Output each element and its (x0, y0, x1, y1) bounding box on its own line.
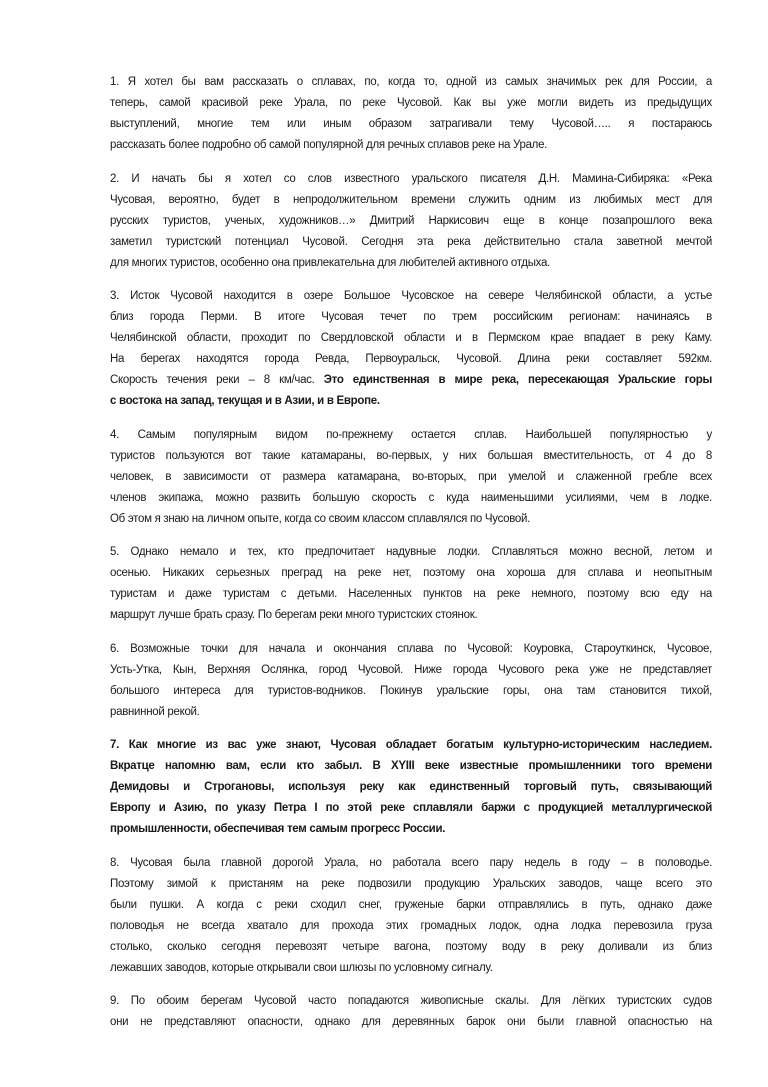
text-line: человек, в зависимости от размера катамарана, во-вторых, при умелой и слаженной гребле всех (110, 470, 712, 483)
text-line: На берегах находятся города Ревда, Первоуральск, Чусовой. Длина реки составляет 592км. (110, 353, 712, 365)
text-line: они не представляют опасности, однако для деревянных барок они были главной опасностью на (110, 1016, 712, 1028)
text-line: заметил туристский потенциал Чусовой. Сегодня эта река действительно стала заветной мечтой (110, 235, 712, 248)
paragraph-7 (110, 735, 712, 840)
text-line: Усть-Утка, Кын, Верхняя Ослянка, город Чусовой. Ниже города Чусового река уже не представляет (110, 663, 712, 676)
text-line: 1. Я хотел бы вам рассказать о сплавах, по, когда то, одной из самых значимых рек для России, а (110, 76, 712, 88)
text-line: Демидовы и Строгановы, используя реку как единственный торговый путь, связывающий (110, 781, 712, 793)
text-line: членов экипажа, можно развить большую скорость с куда наименьшими усилиями, чем в лодке. (110, 491, 712, 504)
paragraph-5 (110, 542, 712, 626)
text-line: Об этом я знаю на личном опыте, когда со своим классом сплавлялся по Чусовой. (110, 512, 531, 525)
text-line: Вкратце напомню вам, если кто забыл. В XYIII веке известные промышленники того времени (110, 760, 712, 772)
paragraph-9 (110, 991, 712, 1033)
text-line (110, 391, 712, 412)
text-line: 8. Чусовая была главной дорогой Урала, но работала всего пару недель в году – в половодье. (110, 856, 712, 869)
text-line (110, 370, 712, 391)
text-line: 5. Однако немало и тех, кто предпочитает надувные лодки. Сплавляться можно весной, летом и (110, 546, 712, 558)
text-line: туристам и даже туристам с детьми. Населенных пунктов на реке немного, поэтому всю еду на (110, 588, 712, 600)
text-line: осенью. Никаких серьезных преград на реке нет, поэтому она хороша для сплава и неопытным (110, 567, 712, 579)
bold-text-segment: с востока на запад, текущая и в Азии, и в Европе. (110, 395, 380, 407)
text-line: лежавших заводов, которые открывали свои шлюзы по условному сигналу. (110, 961, 493, 974)
text-line: туристов пользуются вот такие катамараны, во-первых, у них большая вместительность, от 4 до 8 (110, 449, 712, 462)
text-line: столько, сколько сегодня перевозят четыре вагона, поэтому воду в реку доливали из близ (110, 940, 712, 953)
text-line: половодья не всегда хватало для прохода этих громадных лодок, одна лодка перевозила груза (110, 919, 712, 932)
text-line: близ города Перми. В итоге Чусовая течет по трем российским регионам: начинаясь в (110, 311, 712, 323)
text-line: теперь, самой красивой реке Урала, по реке Чусовой. Как вы уже могли видеть из предыдущих (110, 97, 712, 109)
text-line: Европу и Азию, по указу Петра I по этой реке сплавляли баржи с продукцией металлургической (110, 802, 712, 814)
paragraph-1 (110, 72, 712, 156)
text-line: промышленности, обеспечивая тем самым прогресс России. (110, 823, 446, 835)
paragraph-6 (110, 639, 712, 723)
text-line: русских туристов, ученых, художников…» Дмитрий Наркисович еще в конце позапрошлого века (110, 214, 712, 227)
text-line: Челябинской области, проходит по Свердловской области и в Пермском крае впадает в реку Каму. (110, 332, 712, 344)
paragraph-3 (110, 286, 712, 412)
text-line: большого интереса для туристов-водников. Покинув уральские горы, она там становится тихой, (110, 684, 712, 697)
paragraph-8 (110, 853, 712, 979)
text-segment: Скорость течения реки – 8 км/час. (110, 374, 324, 386)
text-line: Поэтому зимой к пристаням на реке подвозили продукцию Уральских заводов, чаще всего это (110, 877, 712, 890)
text-line: равнинной рекой. (110, 705, 200, 718)
text-line: для многих туристов, особенно она привлекательна для любителей активного отдыха. (110, 256, 550, 269)
text-line: 3. Исток Чусовой находится в озере Большое Чусовское на севере Челябинской области, а устье (110, 290, 712, 302)
text-line: 4. Самым популярным видом по-прежнему остается сплав. Наибольшей популярностью у (110, 428, 712, 441)
paragraph-4 (110, 425, 712, 530)
text-line: 6. Возможные точки для начала и окончания сплава по Чусовой: Коуровка, Староуткинск, Чусовое, (110, 642, 712, 655)
bold-text-segment: Это единственная в мире река, пересекающая Уральские горы (323, 374, 712, 386)
text-line: рассказать более подробно об самой популярной для речных сплавов реке на Урале. (110, 139, 548, 151)
text-line: были пушки. А когда с реки сходил снег, груженые барки отправлялись в путь, однако даже (110, 898, 712, 911)
text-line: 9. По обоим берегам Чусовой часто попадаются живописные скалы. Для лёгких туристских судов (110, 995, 712, 1007)
text-line: Чусовая, вероятно, будет в непродолжительном времени служить одним из любимых мест для (110, 193, 712, 206)
paragraph-2 (110, 169, 712, 274)
text-line: 2. И начать бы я хотел со слов известного уральского писателя Д.Н. Мамина-Сибиряка: «Река (110, 172, 712, 185)
text-line: 7. Как многие из вас уже знают, Чусовая обладает богатым культурно-историческим наследием. (110, 739, 712, 751)
text-line: выступлений, многие тем или иным образом затрагивали тему Чусовой….. я постараюсь (110, 118, 712, 130)
document-page (110, 72, 712, 1046)
text-line: маршрут лучше брать сразу. По берегам реки много туристских стоянок. (110, 609, 478, 621)
